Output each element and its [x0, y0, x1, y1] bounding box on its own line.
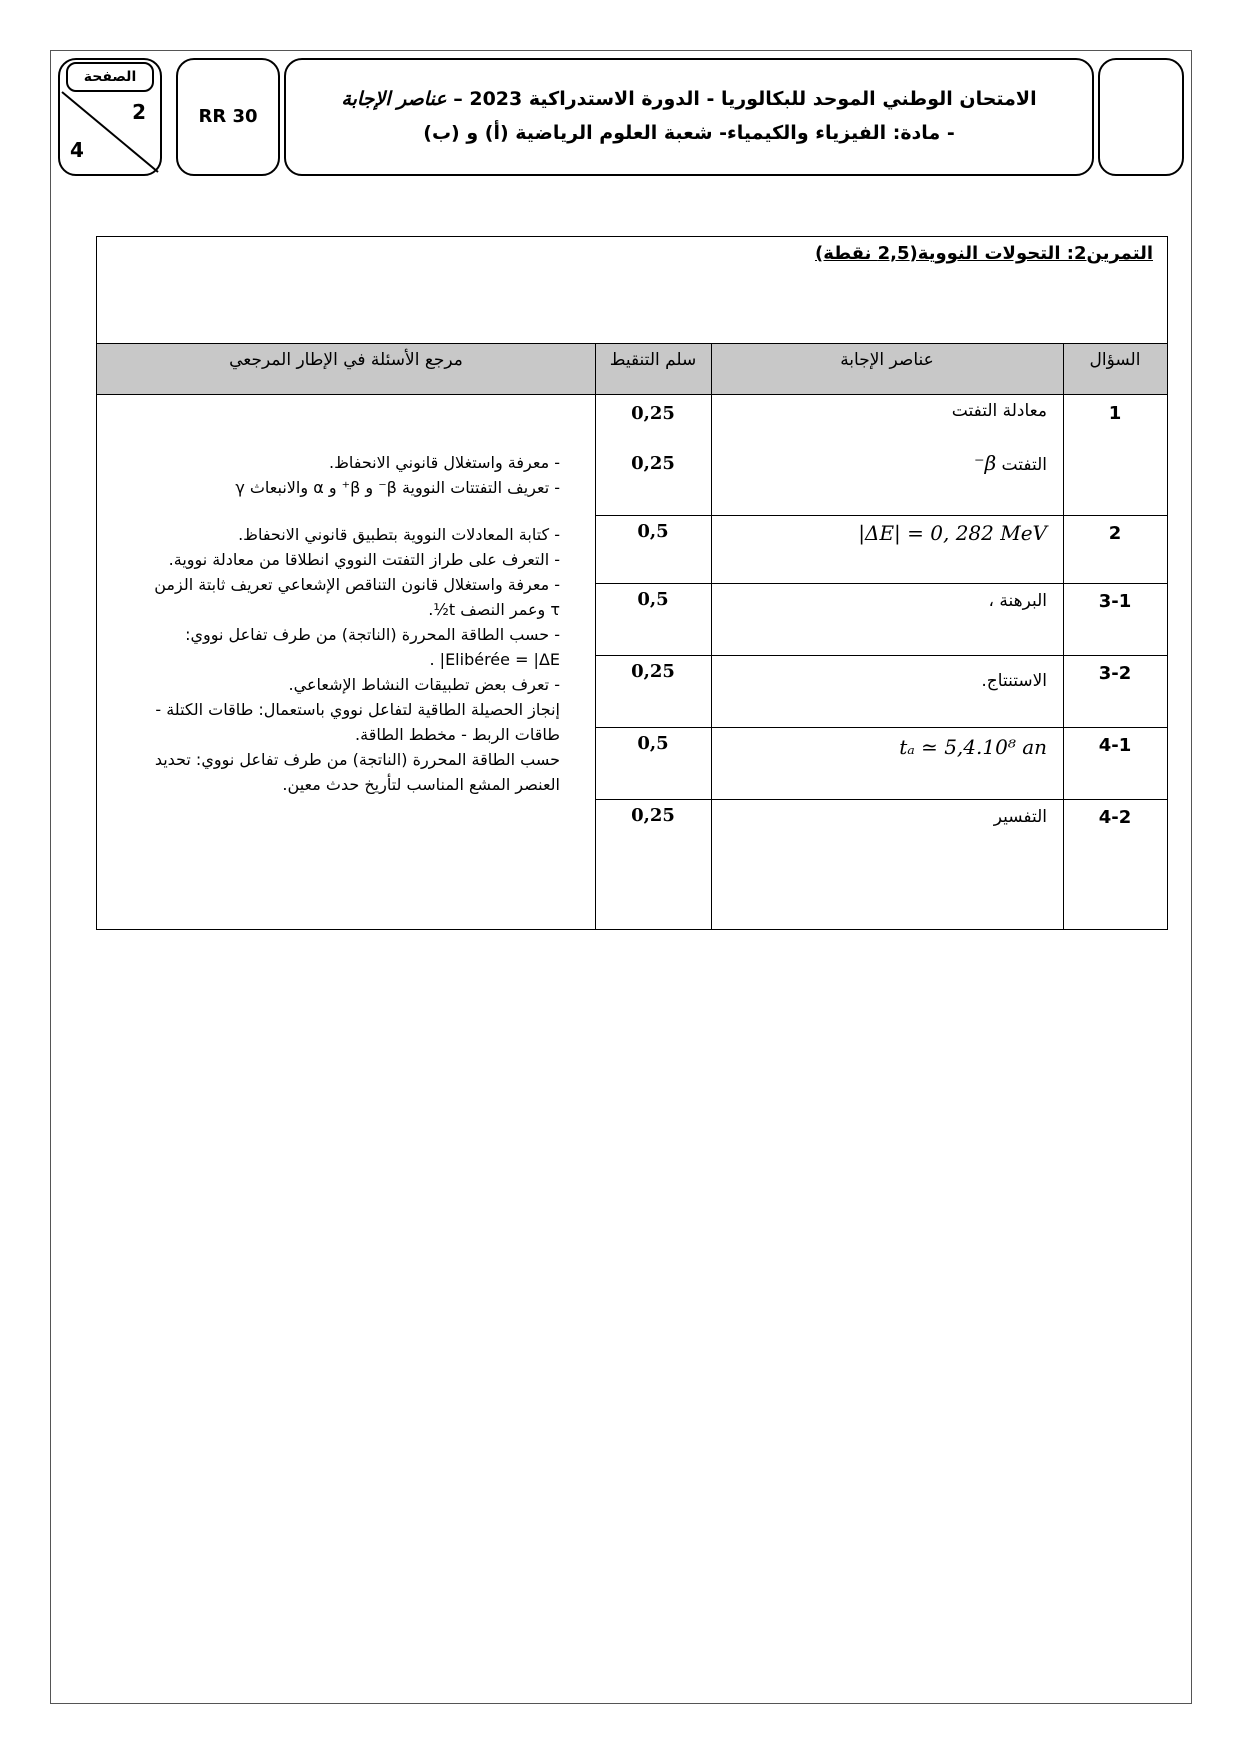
header-answer: عناصر الإجابة — [840, 350, 934, 370]
reference-line: إنجاز الحصيلة الطاقية لتفاعل نووي باستعمال: طاقات الكتلة - طاقات الربط - مخطط الطاقة. — [155, 700, 560, 744]
reference-line: - التعرف على طراز التفتت النووي انطلاقا من معادلة نووية. — [168, 550, 560, 569]
answer-3-1: البرهنة ، — [988, 591, 1047, 611]
reference-line: - معرفة واستغلال قانوني الانحفاظ. — [329, 453, 560, 472]
answer-1b — [727, 451, 1047, 475]
page-total: 4 — [70, 138, 84, 162]
answer-4-2: التفسير — [993, 807, 1047, 827]
reference-line: - كتابة المعادلات النووية بتطبيق قانوني الانحفاظ. — [238, 525, 560, 544]
page-number-box — [58, 58, 162, 176]
exam-title-text: الامتحان الوطني الموحد للبكالوريا - الدورة الاستدراكية 2023 – — [453, 88, 1037, 110]
row-divider — [595, 799, 1167, 800]
reference-line: حسب الطاقة المحررة (الناتجة) من طرف تفاعل نووي: تحديد العنصر المشع المناسب لتأريخ حدث معين. — [154, 750, 560, 794]
score-1b: 0,25 — [631, 453, 675, 474]
header-question: السؤال — [1089, 350, 1141, 370]
answer-3-2: الاستنتاج. — [981, 671, 1047, 691]
question-4-2: 4-2 — [1098, 807, 1132, 828]
question-2: 2 — [1108, 523, 1122, 544]
reference-line: - معرفة واستغلال قانون التناقص الإشعاعي تعريف ثابتة الزمن τ وعمر النصف t½. — [154, 575, 560, 619]
answer-1b-math: β⁻ — [974, 451, 997, 475]
exam-code-box — [176, 58, 280, 176]
score-1a: 0,25 — [631, 403, 675, 424]
row-divider — [595, 727, 1167, 728]
score-4-2: 0,25 — [631, 805, 675, 826]
question-3-2: 3-2 — [1098, 663, 1132, 684]
col-divider — [711, 343, 712, 929]
answer-1a: معادلة التفتت — [951, 401, 1047, 421]
answer-2-math: |ΔE| = 0, 282 MeV — [858, 521, 1047, 545]
question-1: 1 — [1108, 403, 1122, 424]
exam-title-handwritten: عناصر الإجابة — [341, 88, 447, 110]
question-4-1: 4-1 — [1098, 735, 1132, 756]
col-divider — [1063, 343, 1064, 929]
row-divider — [595, 655, 1167, 656]
reference-line: - تعريف التفتتات النووية β⁻ و β⁺ و α والانبعاث γ — [235, 478, 560, 497]
reference-line: - تعرف بعض تطبيقات النشاط الإشعاعي. — [288, 675, 560, 694]
table-header-row — [97, 343, 1167, 395]
question-3-1: 3-1 — [1098, 591, 1132, 612]
reference-column — [150, 450, 560, 797]
row-divider — [595, 515, 1167, 516]
header-reference: مرجع الأسئلة في الإطار المرجعي — [229, 350, 463, 370]
page-label: الصفحة — [66, 62, 154, 92]
answer-1b-text: التفتت — [1001, 455, 1047, 475]
exam-title-box — [284, 58, 1094, 176]
col-divider — [595, 343, 596, 929]
score-2: 0,5 — [637, 521, 669, 542]
empty-header-box — [1098, 58, 1184, 176]
answer-4-1-math: tₐ ≃ 5,4.10⁸ an — [899, 735, 1047, 759]
exam-subject-line: - مادة: الفيزياء والكيمياء- شعبة العلوم الرياضية (أ) و (ب) — [423, 122, 955, 144]
score-3-2: 0,25 — [631, 661, 675, 682]
exam-code: RR 30 — [198, 106, 258, 127]
reference-line: - حسب الطاقة المحررة (الناتجة) من طرف تفاعل نووي: Elibérée = |ΔE| . — [185, 625, 560, 669]
score-3-1: 0,5 — [637, 589, 669, 610]
score-4-1: 0,5 — [637, 733, 669, 754]
exam-title-line1 — [286, 88, 1092, 110]
page-current: 2 — [132, 100, 146, 124]
exercise-title: التمرين2: التحولات النووية(2,5 نقطة) — [814, 243, 1153, 264]
header-score: سلم التنقيط — [609, 350, 697, 370]
row-divider — [595, 583, 1167, 584]
